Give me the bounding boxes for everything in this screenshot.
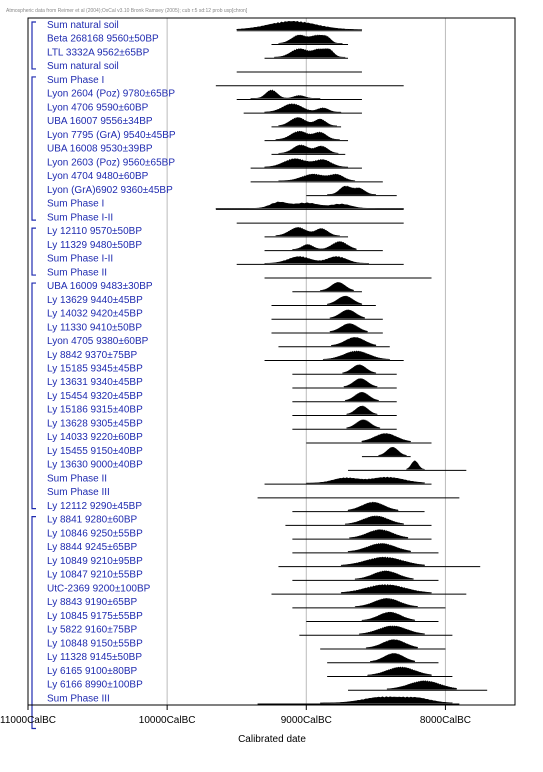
probability-distribution xyxy=(292,242,356,250)
date-row xyxy=(47,89,362,100)
row-label: Ly 15186 9315±40BP xyxy=(47,404,143,416)
probability-distribution xyxy=(320,697,452,703)
group-bracket xyxy=(32,228,36,275)
row-label: Sum Phase I-II xyxy=(47,212,114,224)
row-label: Sum natural soil xyxy=(47,20,119,31)
date-row xyxy=(47,157,362,168)
row-label: UBA 16007 9556±34BP xyxy=(47,116,153,128)
sum-row xyxy=(47,487,459,498)
date-row xyxy=(47,680,487,691)
group-bracket xyxy=(32,517,36,729)
date-row xyxy=(47,556,480,567)
date-row xyxy=(47,515,432,526)
probability-distribution xyxy=(279,174,356,181)
date-row xyxy=(47,281,362,292)
sum-row xyxy=(47,20,362,31)
row-label: Ly 11329 9480±50BP xyxy=(47,239,143,251)
probability-distribution xyxy=(349,530,408,539)
row-label: Ly 14032 9420±45BP xyxy=(47,308,143,320)
probability-distribution xyxy=(274,49,345,58)
row-label: Ly 13629 9440±45BP xyxy=(47,294,143,306)
probability-distribution xyxy=(279,145,339,154)
row-label: Ly 6165 9100±80BP xyxy=(47,665,138,677)
sum-row xyxy=(47,212,404,223)
date-row xyxy=(47,130,348,141)
group-bracket xyxy=(32,283,36,509)
date-row xyxy=(47,583,466,594)
row-label: Lyon 4704 9480±60BP xyxy=(47,171,149,183)
row-label: Sum Phase I-II xyxy=(47,253,114,265)
sum-row xyxy=(47,267,432,278)
date-row xyxy=(47,625,452,636)
probability-distribution xyxy=(330,323,368,332)
row-label: Sum Phase II xyxy=(47,267,108,279)
probability-distribution xyxy=(279,117,337,126)
source-note: Atmospheric data from Reimer et al (2004);OxCal v3.10 Bronk Ramsey (2005); cub r:5 sd:12 prob usp[chron] xyxy=(6,8,248,14)
row-label: Ly 10846 9250±55BP xyxy=(47,528,143,540)
group-bracket xyxy=(32,22,36,69)
row-label: Ly 10847 9210±55BP xyxy=(47,569,143,581)
date-row xyxy=(47,528,432,539)
row-label: Lyon 4706 9590±60BP xyxy=(47,102,149,114)
date-row xyxy=(47,171,383,182)
probability-distribution xyxy=(237,21,362,30)
probability-distribution xyxy=(355,571,413,580)
probability-distribution xyxy=(387,681,457,690)
probability-distribution xyxy=(279,35,343,44)
x-tick-label: 8000CalBC xyxy=(419,715,472,726)
row-label: Lyon 4705 9380±60BP xyxy=(47,336,149,348)
probability-distribution xyxy=(362,612,415,621)
row-label: Ly 6166 8990±100BP xyxy=(47,679,143,691)
date-row xyxy=(47,322,383,333)
probability-distribution xyxy=(331,337,376,346)
probability-distribution xyxy=(327,296,362,305)
date-row xyxy=(47,652,438,663)
row-label: Ly 5822 9160±75BP xyxy=(47,624,138,636)
probability-distribution xyxy=(276,131,340,140)
probability-distribution xyxy=(265,104,342,113)
row-label: Sum Phase I xyxy=(47,74,105,86)
date-row xyxy=(47,542,438,553)
probability-distribution xyxy=(347,406,378,415)
group-bracket xyxy=(32,77,36,220)
date-row xyxy=(47,34,348,45)
sum-row xyxy=(47,61,362,72)
row-label: Ly 8844 9245±65BP xyxy=(47,542,138,554)
row-label: UBA 16009 9483±30BP xyxy=(47,281,153,293)
row-label: Ly 11328 9145±50BP xyxy=(47,652,143,664)
row-label: LTL 3332A 9562±65BP xyxy=(47,47,150,59)
probability-distribution xyxy=(327,186,376,195)
row-label: Ly 8841 9280±60BP xyxy=(47,514,138,526)
probability-distribution xyxy=(276,227,340,235)
row-label: Ly 15454 9320±45BP xyxy=(47,390,143,402)
date-row xyxy=(47,418,397,429)
date-row xyxy=(47,116,341,127)
row-label: Ly 10849 9210±95BP xyxy=(47,555,143,567)
date-row xyxy=(47,102,362,113)
date-row xyxy=(47,501,425,512)
row-label: Ly 8843 9190±65BP xyxy=(47,597,138,609)
probability-distribution xyxy=(348,502,398,511)
date-row xyxy=(47,226,348,237)
probability-distribution xyxy=(347,420,380,429)
row-label: Ly 10845 9175±55BP xyxy=(47,610,143,622)
probability-distribution xyxy=(341,584,431,593)
row-label: Ly 13628 9305±45BP xyxy=(47,418,143,430)
probability-distribution xyxy=(341,557,425,566)
probability-distribution xyxy=(216,202,404,209)
row-label: Ly 14033 9220±60BP xyxy=(47,432,143,444)
date-row xyxy=(47,350,404,361)
x-axis-ticks xyxy=(0,705,471,726)
row-label: Lyon (GrA)6902 9360±45BP xyxy=(47,184,173,196)
probability-distribution xyxy=(345,392,378,401)
row-label: Ly 13630 9000±40BP xyxy=(47,459,143,471)
probability-distribution xyxy=(344,379,377,387)
date-row xyxy=(47,666,452,677)
row-label: Ly 12110 9570±50BP xyxy=(47,226,143,238)
sum-row xyxy=(47,75,404,86)
row-label: Sum Phase III xyxy=(47,693,110,705)
date-row xyxy=(47,570,438,581)
probability-distribution xyxy=(407,461,425,470)
date-row xyxy=(47,377,397,388)
row-label: UBA 16008 9530±39BP xyxy=(47,143,153,155)
date-row xyxy=(47,364,397,375)
date-row xyxy=(47,144,345,155)
probability-distribution xyxy=(345,516,404,525)
row-label: Ly 11330 9410±50BP xyxy=(47,322,143,334)
row-label: Sum natural soil xyxy=(47,61,119,73)
date-row xyxy=(47,597,445,608)
row-label: Ly 12112 9290±45BP xyxy=(47,500,143,512)
date-row xyxy=(47,611,438,622)
probability-distribution xyxy=(343,365,376,374)
row-label: Ly 8842 9370±75BP xyxy=(47,349,138,361)
row-label: Sum Phase III xyxy=(47,487,110,499)
row-label: Lyon 2604 (Poz) 9780±65BP xyxy=(47,88,175,100)
row-label: Lyon 2603 (Poz) 9560±65BP xyxy=(47,157,175,169)
sum-row xyxy=(47,254,404,265)
probability-distribution xyxy=(362,433,411,442)
date-row xyxy=(47,460,466,471)
x-tick-label: 11000CalBC xyxy=(0,715,56,726)
row-label: Ly 10848 9150±55BP xyxy=(47,638,143,650)
row-label: UtC-2369 9200±100BP xyxy=(47,583,151,595)
group-brackets xyxy=(32,22,36,728)
date-row xyxy=(47,638,445,649)
row-label: Ly 15455 9150±40BP xyxy=(47,445,143,457)
row-label: Beta 268168 9560±50BP xyxy=(47,33,159,45)
row-label: Sum Phase II xyxy=(47,473,108,485)
x-axis-title: Calibrated date xyxy=(238,734,306,745)
probability-distribution xyxy=(348,543,411,552)
row-label: Ly 13631 9340±45BP xyxy=(47,377,143,389)
sum-row xyxy=(47,199,404,210)
date-row xyxy=(47,309,383,320)
date-row xyxy=(47,391,397,402)
probability-distribution xyxy=(330,310,365,319)
date-row xyxy=(47,446,411,457)
probability-distribution xyxy=(359,626,424,635)
probability-distribution xyxy=(251,90,321,99)
date-row xyxy=(47,185,397,196)
probability-distribution xyxy=(370,653,415,662)
date-row xyxy=(47,295,376,306)
probability-distribution xyxy=(265,256,369,263)
row-label: Lyon 7795 (GrA) 9540±45BP xyxy=(47,129,176,141)
plot-rows xyxy=(47,20,487,704)
probability-distribution xyxy=(323,351,390,360)
probability-distribution xyxy=(368,667,432,676)
row-label: Sum Phase I xyxy=(47,198,105,210)
probability-distribution xyxy=(379,447,407,456)
date-row xyxy=(47,47,348,58)
x-tick-label: 9000CalBC xyxy=(280,715,332,726)
sum-row xyxy=(47,693,459,704)
date-row xyxy=(47,432,432,443)
probability-distribution xyxy=(320,282,353,291)
date-row xyxy=(47,336,390,347)
sum-row xyxy=(47,473,432,484)
row-label: Ly 15185 9345±45BP xyxy=(47,363,143,375)
probability-distribution xyxy=(355,598,418,607)
date-row xyxy=(47,240,383,251)
probability-distribution xyxy=(306,477,424,483)
x-tick-label: 10000CalBC xyxy=(138,715,196,726)
probability-distribution xyxy=(366,639,418,648)
date-row xyxy=(47,405,397,416)
